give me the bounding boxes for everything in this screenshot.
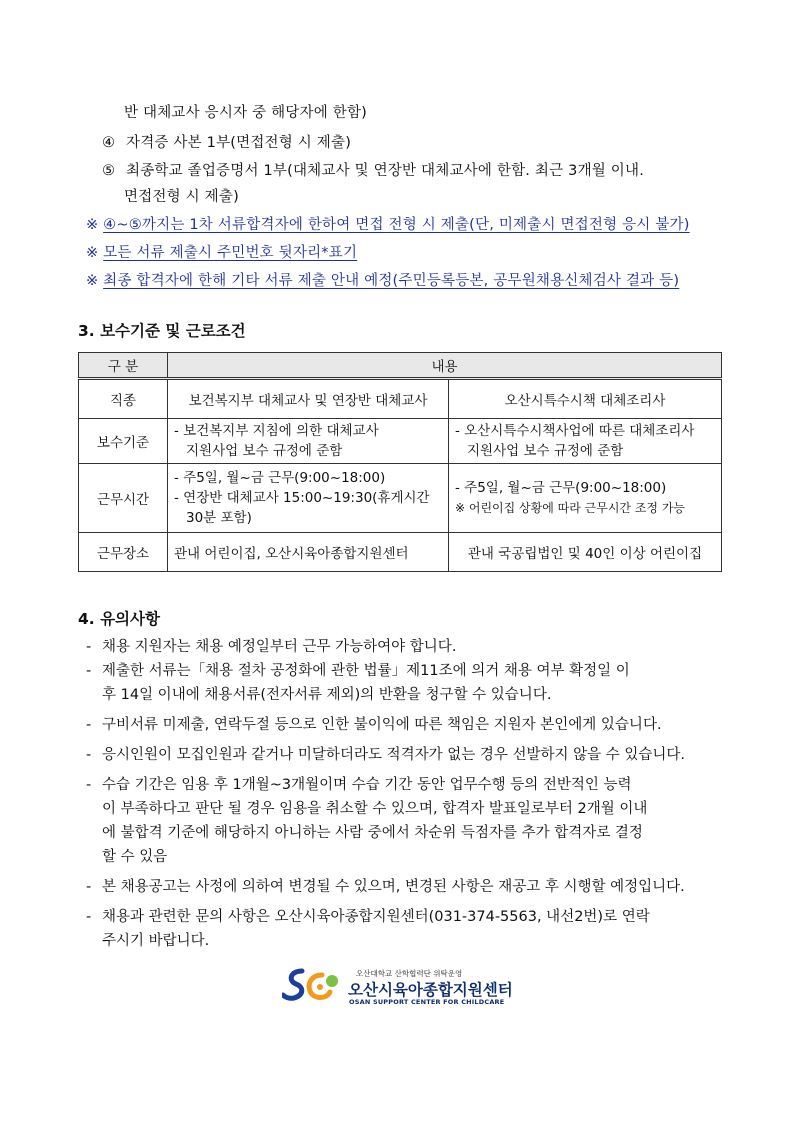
table-row <box>79 419 722 464</box>
row-label-hours: 근무시간 <box>79 464 168 533</box>
note-mark: ※ <box>86 245 99 261</box>
row-label-place: 근무장소 <box>79 533 168 572</box>
notice-dash: - <box>86 909 92 925</box>
notice-dash: - <box>86 777 92 793</box>
note-mark: ※ <box>86 273 99 289</box>
notice-continuation: 할 수 있음 <box>102 849 168 865</box>
cell-line: ※ 어린이집 상황에 따라 근무시간 조정 가능 <box>455 501 686 515</box>
note-mark: ※ <box>86 217 99 233</box>
note-submission <box>86 214 690 236</box>
note-text: 모든 서류 제출시 주민번호 뒷자리*표기 <box>103 245 358 261</box>
notice-continuation: 후 14일 이내에 채용서류(전자서류 제외)의 반환을 청구할 수 있습니다. <box>102 687 552 703</box>
cell-place-teacher: 관내 어린이집, 오산시육아종합지원센터 <box>168 533 449 572</box>
cell-line: - 보건복지부 지침에 의한 대체교사 <box>174 423 379 439</box>
table-row <box>79 533 722 572</box>
list-item-text: 최종학교 졸업증명서 1부(대체교사 및 연장반 대체교사에 한함. 최근 3개월 이내. <box>126 163 645 179</box>
notice-item <box>86 906 650 928</box>
notice-text: 제출한 서류는「채용 절차 공정화에 관한 법률」제11조에 의거 채용 여부 확정일 이 <box>102 663 630 679</box>
center-logo <box>282 965 522 1009</box>
notice-dash: - <box>86 717 92 733</box>
table-header-row <box>79 353 722 379</box>
notice-item <box>86 660 630 682</box>
section-4-title: 4. 유의사항 <box>78 610 160 628</box>
list-item-5 <box>102 160 644 182</box>
cell-line: 30분 포함) <box>186 510 252 526</box>
conditions-table <box>78 352 722 572</box>
notice-dash: - <box>86 663 92 679</box>
list-item-number: ④ <box>102 135 116 151</box>
cell-line: - 연장반 대체교사 15:00~19:30(휴게시간 <box>174 490 430 506</box>
cell-line: 지원사업 보수 규정에 준함 <box>467 443 624 459</box>
cell-line: - 주5일, 월~금 근무(9:00~18:00) <box>455 480 667 496</box>
row-label-job: 직종 <box>79 379 168 419</box>
table-row <box>79 464 722 533</box>
notice-item <box>86 636 456 658</box>
cell-job-teacher: 보건복지부 대체교사 및 연장반 대체교사 <box>168 379 449 419</box>
list-item-5-continuation: 면접전형 시 제출) <box>124 189 239 205</box>
header-content: 내용 <box>168 353 722 379</box>
notice-continuation: 에 불합격 기준에 해당하지 아니하는 사람 중에서 차순위 득점자를 추가 합격자로 결정 <box>102 825 643 841</box>
notice-dash: - <box>86 747 92 763</box>
list-item-text: 자격증 사본 1부(면접전형 시 제출) <box>126 135 352 151</box>
notice-continuation: 이 부족하다고 판단 될 경우 임용을 취소할 수 있으며, 합격자 발표일로부터 2개월 이내 <box>102 801 648 817</box>
note-final-documents <box>86 270 679 292</box>
note-text: ④~⑤까지는 1차 서류합격자에 한하여 면접 전형 시 제출(단, 미제출시 면접전형 응시 불가) <box>103 217 690 233</box>
note-id-number <box>86 242 357 264</box>
list-item-4 <box>102 132 351 154</box>
logo-mark-icon <box>282 965 346 1009</box>
notice-item <box>86 774 632 796</box>
notice-text: 본 채용공고는 사정에 의하여 변경될 수 있으며, 변경된 사항은 재공고 후 시행할 예정입니다. <box>102 879 685 895</box>
notice-text: 구비서류 미제출, 연락두절 등으로 인한 불이익에 따른 책임은 지원자 본인에게 있습니다. <box>102 717 662 733</box>
logo-english-name: OSAN SUPPORT CENTER FOR CHILDCARE <box>349 998 505 1006</box>
header-category: 구 분 <box>79 353 168 379</box>
notice-item <box>86 876 685 898</box>
cell-hours-teacher <box>168 464 449 533</box>
cell-pay-cook <box>449 419 722 464</box>
logo-center-name: 오산시육아종합지원센터 <box>348 981 513 999</box>
notice-item <box>86 714 662 736</box>
list-item-number: ⑤ <box>102 163 116 179</box>
cell-line: - 주5일, 월~금 근무(9:00~18:00) <box>174 470 386 486</box>
notice-text: 채용 지원자는 채용 예정일부터 근무 가능하여야 합니다. <box>102 639 457 655</box>
cell-line: - 오산시특수시책사업에 따른 대체조리사 <box>455 423 695 439</box>
notice-text: 채용과 관련한 문의 사항은 오산시육아종합지원센터(031-374-5563, 내선2번)로 연락 <box>102 909 650 925</box>
cell-place-cook: 관내 국공립법인 및 40인 이상 어린이집 <box>449 533 722 572</box>
cell-hours-cook <box>449 464 722 533</box>
cell-job-cook: 오산시특수시책 대체조리사 <box>449 379 722 419</box>
list-continuation: 반 대체교사 응시자 중 해당자에 한함) <box>124 105 368 121</box>
notice-text: 응시인원이 모집인원과 같거나 미달하더라도 적격자가 없는 경우 선발하지 않을 수 있습니다. <box>102 747 685 763</box>
row-label-pay: 보수기준 <box>79 419 168 464</box>
notice-dash: - <box>86 879 92 895</box>
notice-item <box>86 744 685 766</box>
table-row <box>79 379 722 419</box>
note-text: 최종 합격자에 한해 기타 서류 제출 안내 예정(주민등록등본, 공무원채용신체검사 결과 등) <box>103 273 680 289</box>
notice-continuation: 주시기 바랍니다. <box>102 933 210 949</box>
notice-text: 수습 기간은 임용 후 1개월~3개월이며 수습 기간 동안 업무수행 등의 전반적인 능력 <box>102 777 632 793</box>
section-3-title: 3. 보수기준 및 근로조건 <box>78 322 246 340</box>
notice-dash: - <box>86 639 92 655</box>
cell-pay-teacher <box>168 419 449 464</box>
logo-operator-text: 오산대학교 산학협력단 위탁운영 <box>356 969 463 978</box>
cell-line: 지원사업 보수 규정에 준함 <box>186 443 343 459</box>
